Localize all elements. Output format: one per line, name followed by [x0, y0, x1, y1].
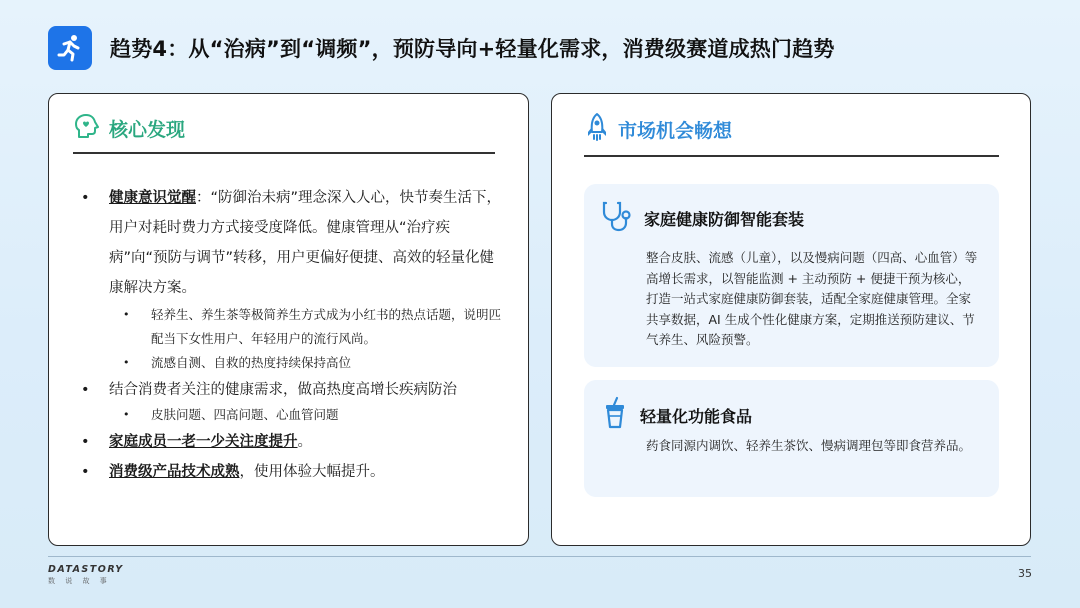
- card-title: 市场机会畅想: [618, 119, 733, 142]
- card-title: 核心发现: [109, 118, 186, 141]
- box-body: 整合皮肤、流感（儿童），以及慢病问题（四高、心血管）等高增长需求，以智能监测 + 主动预防 + 便捷干预为核心，打造一站式家庭健康防御套装，适配全家庭健康管理。全家共享数据，AI 生成个性化健康方案，定期推送预防建议、节气养生、风险预警。: [646, 250, 978, 347]
- item-text: 。: [297, 434, 312, 450]
- box-body: 药食同源内调饮、轻养生茶饮、慢病调理包等即食营养品。: [646, 438, 972, 453]
- sub-list-item: • 流感自测、自救的热度持续保持高位: [109, 351, 506, 375]
- item-lead: 家庭成员一老一少关注度提升: [109, 434, 298, 450]
- card-header: [584, 112, 732, 146]
- box-title: 轻量化功能食品: [640, 406, 753, 426]
- footer-divider: [48, 556, 1031, 557]
- divider: [73, 152, 495, 154]
- sub-list-item: • 皮肤问题、四高问题、心血管问题: [109, 403, 506, 427]
- divider: [584, 155, 999, 157]
- slide-header: [48, 26, 835, 70]
- list-item: [81, 427, 506, 457]
- opportunity-box: [584, 380, 999, 497]
- market-opportunity-card: [551, 93, 1031, 546]
- item-lead: 消费级产品技术成熟: [109, 464, 240, 480]
- logo-subtext: 数 说 故 事: [48, 577, 111, 585]
- page-number: 35: [1018, 567, 1032, 580]
- opportunity-box: [584, 184, 999, 367]
- list-item: • 结合消费者关注的健康需求，做高热度高增长疾病防治: [81, 377, 506, 403]
- item-text: ，使用体验大幅提升。: [239, 464, 385, 480]
- page-title: 趋势4：从“治病”到“调频”，预防导向+轻量化需求，消费级赛道成热门趋势: [110, 37, 835, 61]
- head-heart-icon: [73, 112, 101, 144]
- running-person-icon: [48, 26, 92, 70]
- list-item: [81, 457, 506, 487]
- stethoscope-icon: [600, 200, 634, 236]
- item-text: ：“防御治未病”理念深入人心，快节奏生活下，用户对耗时费力方式接受度降低。健康管理从“治疗疾病”向“预防与调节”转移，用户更偏好便捷、高效的轻量化健康解决方案。: [109, 190, 502, 296]
- logo-text: DATASTORY: [48, 564, 124, 575]
- drink-cup-icon: [600, 396, 630, 434]
- box-header: [600, 396, 752, 434]
- box-header: [600, 200, 804, 236]
- datastory-logo: [48, 564, 124, 586]
- card-header: [73, 112, 185, 144]
- box-title: 家庭健康防御智能套装: [644, 209, 805, 229]
- findings-list: [81, 183, 506, 487]
- sub-list-item: • 轻养生、养生茶等极简养生方式成为小红书的热点话题，说明匹配当下女性用户、年轻用户的流行风尚。: [109, 303, 506, 351]
- rocket-icon: [584, 112, 610, 146]
- core-findings-card: [48, 93, 529, 546]
- list-item: [81, 183, 506, 303]
- item-lead: 健康意识觉醒: [109, 190, 196, 206]
